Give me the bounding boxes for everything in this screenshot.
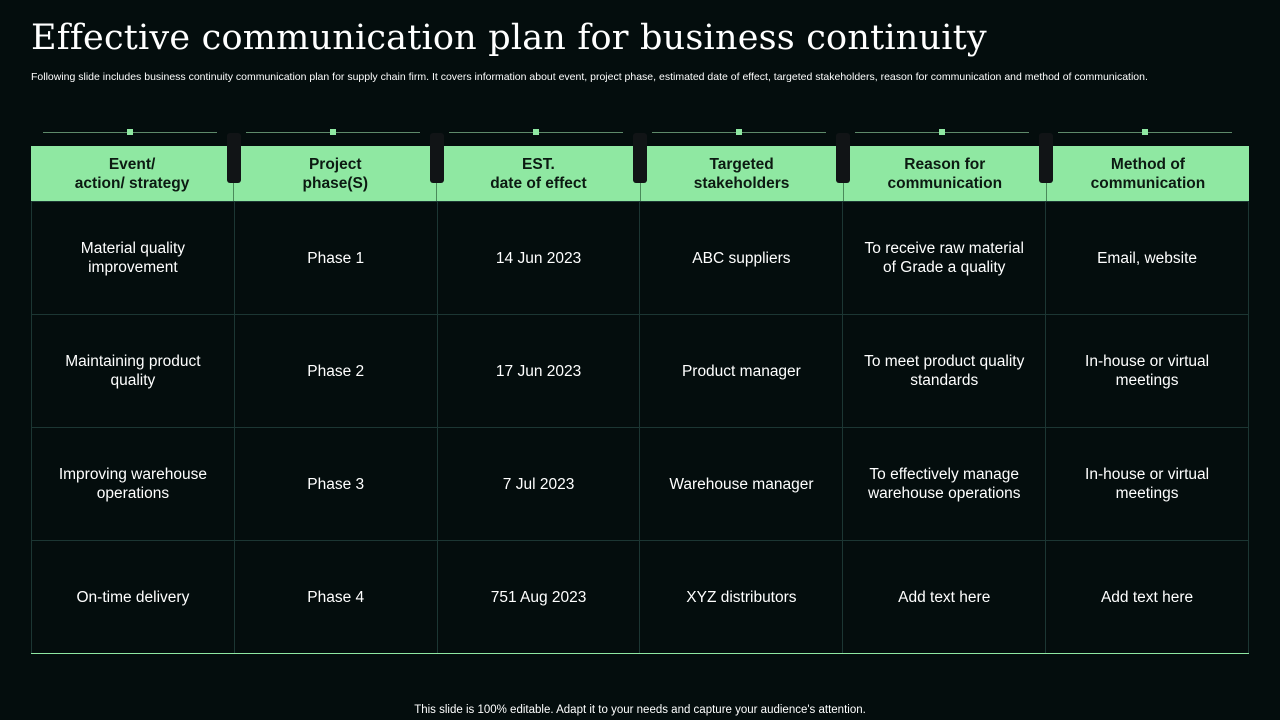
column-connector [1058,132,1232,133]
cell-stakeholders: Product manager [640,315,843,427]
cell-event: On-time delivery [31,541,235,653]
cell-method: Email, website [1046,202,1249,314]
cell-event: Maintaining product quality [31,315,235,427]
header-divider-tab [430,133,444,183]
column-connector [855,132,1029,133]
page-subtitle: Following slide includes business continuity communication plan for supply chain firm. It covers information about event, project phase, estimated date of effect, targeted stakeholders, reason for communication and method of communication. [31,71,1148,83]
header-targeted-stakeholders: Targeted stakeholders [641,146,844,201]
cell-method: Add text here [1046,541,1249,653]
cell-event: Improving warehouse operations [31,428,235,540]
cell-phase: Phase 1 [235,202,438,314]
header-project-phase: Project phase(S) [234,146,437,201]
cell-reason: To receive raw material of Grade a quality [843,202,1046,314]
column-connector [43,132,217,133]
header-divider-tab [836,133,850,183]
column-connector [652,132,826,133]
cell-reason: To effectively manage warehouse operations [843,428,1046,540]
cell-phase: Phase 3 [235,428,438,540]
table-row [31,427,1249,540]
cell-date: 17 Jun 2023 [438,315,641,427]
cell-date: 14 Jun 2023 [438,202,641,314]
header-divider-tab [633,133,647,183]
table-row [31,540,1249,654]
table-row [31,314,1249,427]
cell-stakeholders: XYZ distributors [640,541,843,653]
connector-dot [533,129,539,135]
cell-method: In-house or virtual meetings [1046,428,1249,540]
connector-dot [736,129,742,135]
footer-note: This slide is 100% editable. Adapt it to your needs and capture your audience's attention. [414,704,866,716]
cell-date: 7 Jul 2023 [438,428,641,540]
cell-phase: Phase 4 [235,541,438,653]
cell-date: 751 Aug 2023 [438,541,641,653]
cell-reason: Add text here [843,541,1046,653]
column-connector [449,132,623,133]
table-row [31,201,1249,314]
header-event: Event/ action/ strategy [31,146,234,201]
header-est-date: EST. date of effect [437,146,640,201]
page-title: Effective communication plan for business continuity [31,18,987,58]
cell-stakeholders: Warehouse manager [640,428,843,540]
cell-event: Material quality improvement [31,202,235,314]
connector-dot [330,129,336,135]
connector-dot [1142,129,1148,135]
connector-dot [127,129,133,135]
header-method: Method of communication [1090,155,1206,192]
header-divider-tab [227,133,241,183]
cell-reason: To meet product quality standards [843,315,1046,427]
communication-plan-table [31,146,1249,654]
cell-stakeholders: ABC suppliers [640,202,843,314]
header-reason: Reason for communication [844,146,1047,201]
header-divider-tab [1039,133,1053,183]
cell-phase: Phase 2 [235,315,438,427]
column-connector [246,132,420,133]
connector-dot [939,129,945,135]
cell-method: In-house or virtual meetings [1046,315,1249,427]
